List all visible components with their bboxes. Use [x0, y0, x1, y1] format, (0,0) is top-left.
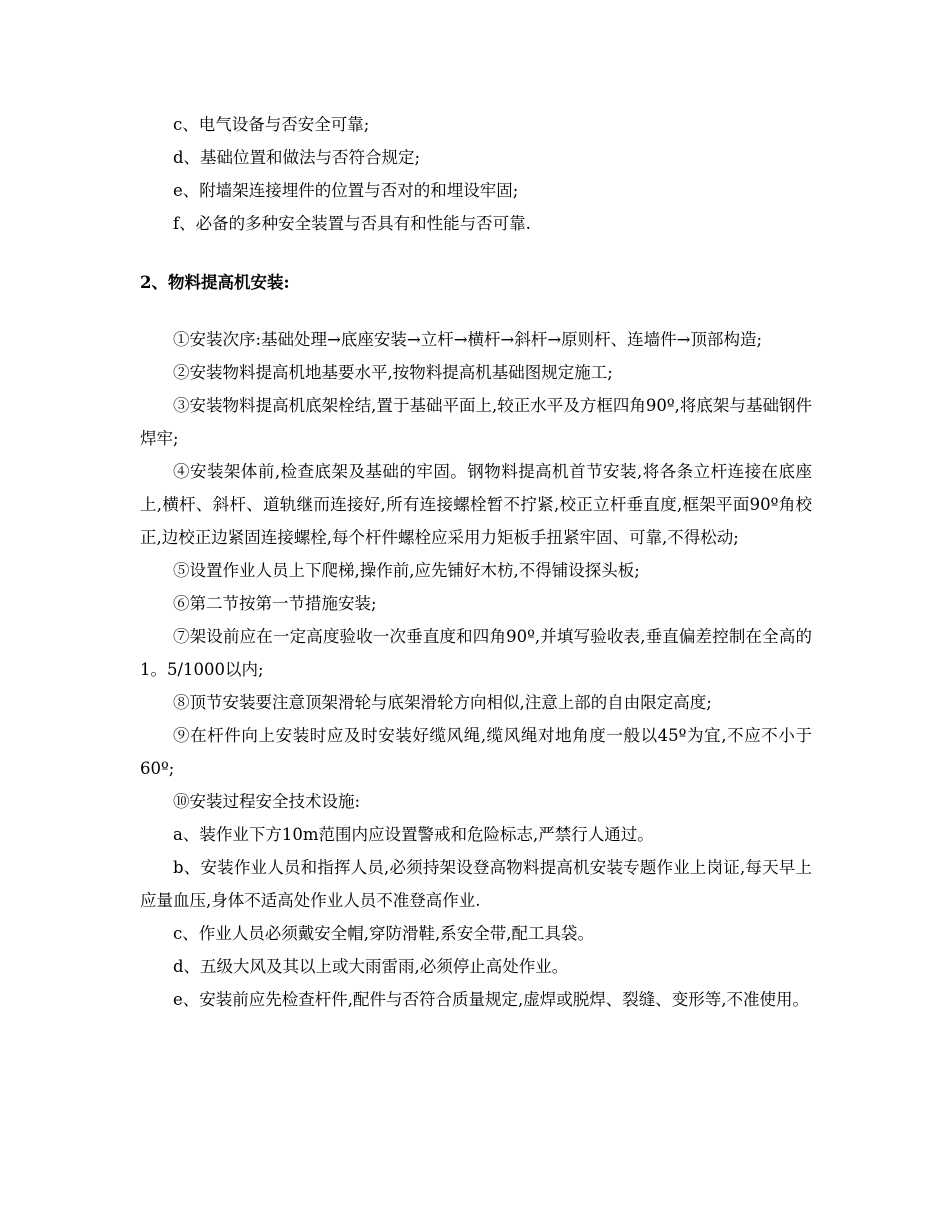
step-5: ⑤设置作业人员上下爬梯,操作前,应先铺好木枋,不得铺设探头板;: [173, 561, 640, 580]
safety-measure-a: a、装作业下方10m范围内应设置警戒和危险标志,严禁行人通过。: [173, 825, 654, 844]
step-1: ①安装次序:基础处理→底座安装→立杆→横杆→斜杆→原则杆、连墙件→顶部构造;: [173, 330, 763, 349]
step-6: ⑥第二节按第一节措施安装;: [173, 594, 377, 613]
check-item-c: c、电气设备与否安全可靠;: [173, 115, 370, 134]
inspection-checklist: [140, 108, 812, 240]
step-9: ⑨在杆件向上安装时应及时安装好缆风绳,缆风绳对地角度一般以45º为宜,不应不小于60º;: [140, 726, 812, 778]
check-item-d: d、基础位置和做法与否符合规定;: [173, 148, 421, 167]
installation-steps: [140, 323, 812, 1016]
safety-measure-c: c、作业人员必须戴安全帽,穿防滑鞋,系安全带,配工具袋。: [173, 924, 594, 943]
step-10: ⑩安装过程安全技术设施:: [173, 792, 361, 811]
step-3: ③安装物料提高机底架栓结,置于基础平面上,较正水平及方框四角90º,将底架与基础钢件焊牢;: [140, 396, 812, 448]
safety-measure-b: b、安装作业人员和指挥人员,必须持架设登高物料提高机安装专题作业上岗证,每天早上应量血压,身体不适高处作业人员不准登高作业.: [140, 858, 812, 910]
step-8: ⑧顶节安装要注意顶架滑轮与底架滑轮方向相似,注意上部的自由限定高度;: [173, 693, 712, 712]
step-2: ②安装物料提高机地基要水平,按物料提高机基础图规定施工;: [173, 363, 613, 382]
check-item-e: e、附墙架连接埋件的位置与否对的和埋设牢固;: [173, 181, 519, 200]
section-heading: 2、物料提高机安装:: [140, 273, 290, 292]
step-4: ④安装架体前,检查底架及基础的牢固。钢物料提高机首节安装,将各条立杆连接在底座上,横杆、斜杆、道轨继而连接好,所有连接螺栓暂不拧紧,校正立杆垂直度,框架平面90º角校正,边校正边紧固连接螺栓,每个杆件螺栓应采用力矩板手扭紧牢固、可靠,不得松动;: [140, 462, 812, 547]
step-7: ⑦架设前应在一定高度验收一次垂直度和四角90º,并填写验收表,垂直偏差控制在全高的1。5/1000以内;: [140, 627, 812, 679]
check-item-f: f、必备的多种安全装置与否具有和性能与否可靠.: [173, 214, 531, 233]
safety-measure-d: d、五级大风及其以上或大雨雷雨,必须停止高处作业。: [173, 957, 569, 976]
safety-measure-e: e、安装前应先检查杆件,配件与否符合质量规定,虚焊或脱焊、裂缝、变形等,不准使用。: [173, 990, 809, 1009]
